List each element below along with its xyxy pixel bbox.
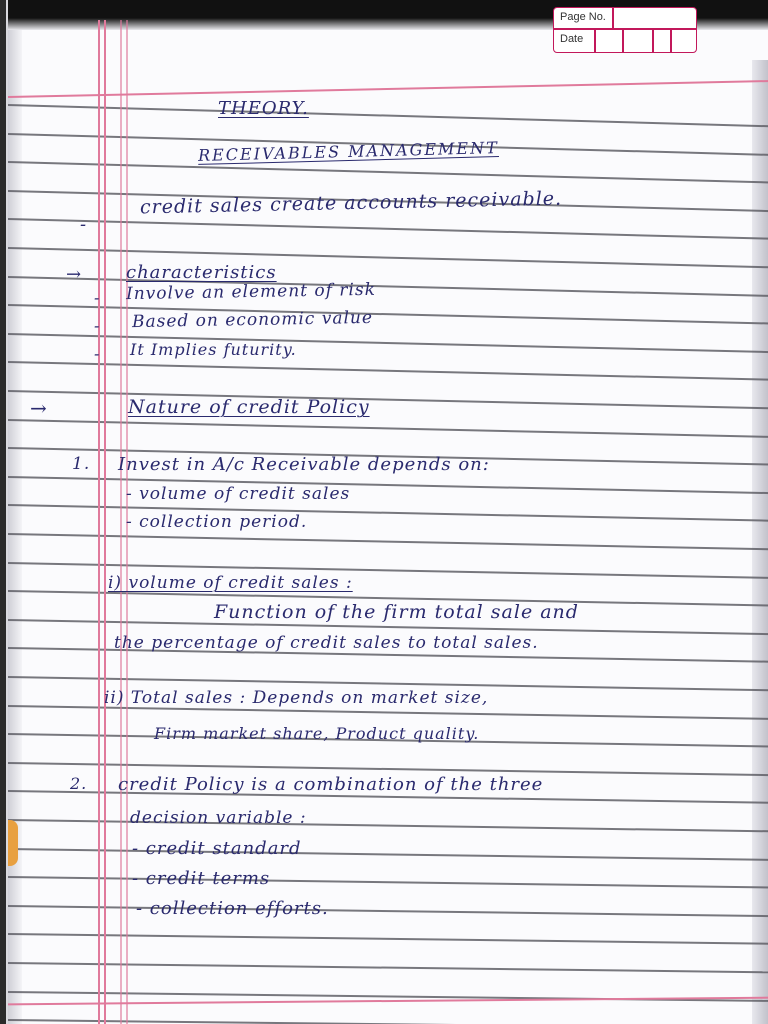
line-volume: - volume of credit sales (126, 484, 351, 504)
marker-dash-3: - (94, 316, 101, 335)
marker-dash-1: - (80, 214, 88, 235)
marker-arrow-2: → (30, 396, 48, 420)
marker-dash-2: - (94, 288, 101, 307)
page-subtitle: RECEIVABLES MANAGEMENT (197, 138, 499, 165)
line-risk: Involve an element of risk (125, 279, 377, 305)
orange-tab (8, 820, 18, 866)
marker-num-2: 2. (70, 774, 88, 793)
line-volume-heading: i) volume of credit sales : (108, 573, 353, 593)
line-credit-terms: - credit terms (132, 868, 271, 889)
page-right-edge (752, 60, 768, 1024)
line-futurity: It Implies futurity. (130, 340, 297, 359)
line-credit-policy-combination: credit Policy is a combination of the three (118, 774, 544, 795)
line-economic-value: Based on economic value (131, 307, 374, 333)
line-total-sales: ii) Total sales : Depends on market size, (104, 688, 489, 708)
line-credit-sales: credit sales create accounts receivable. (139, 187, 563, 219)
line-percentage: the percentage of credit sales to total sales. (114, 633, 539, 653)
page-no-label: Page No. (560, 11, 606, 23)
line-invest: Invest in A/c Receivable depends on: (118, 454, 490, 475)
line-characteristics: characteristics (126, 262, 277, 283)
line-function: Function of the firm total sale and (214, 601, 579, 623)
marker-dash-4: - (94, 344, 101, 363)
section-heading-credit-policy: Nature of credit Policy (128, 396, 370, 418)
line-collection-efforts: - collection efforts. (136, 898, 329, 919)
left-margin-line-1 (98, 20, 100, 1024)
left-margin-line-2 (104, 20, 106, 1024)
date-label: Date (560, 33, 584, 45)
line-decision-variable: decision variable : (130, 808, 307, 828)
page-left-shadow (8, 0, 22, 1024)
notebook-page (6, 0, 768, 1024)
left-margin-line-3 (120, 20, 122, 1024)
page-date-box (553, 7, 697, 53)
line-firm-market: Firm market share, Product quality. (154, 724, 480, 743)
line-collection-period: - collection period. (126, 512, 308, 532)
marker-num-1: 1. (72, 454, 91, 474)
marker-arrow-1: → (66, 264, 83, 285)
page-title: THEORY. (218, 98, 309, 119)
bottom-margin-line (8, 997, 768, 1006)
line-credit-standard: - credit standard (132, 838, 302, 859)
